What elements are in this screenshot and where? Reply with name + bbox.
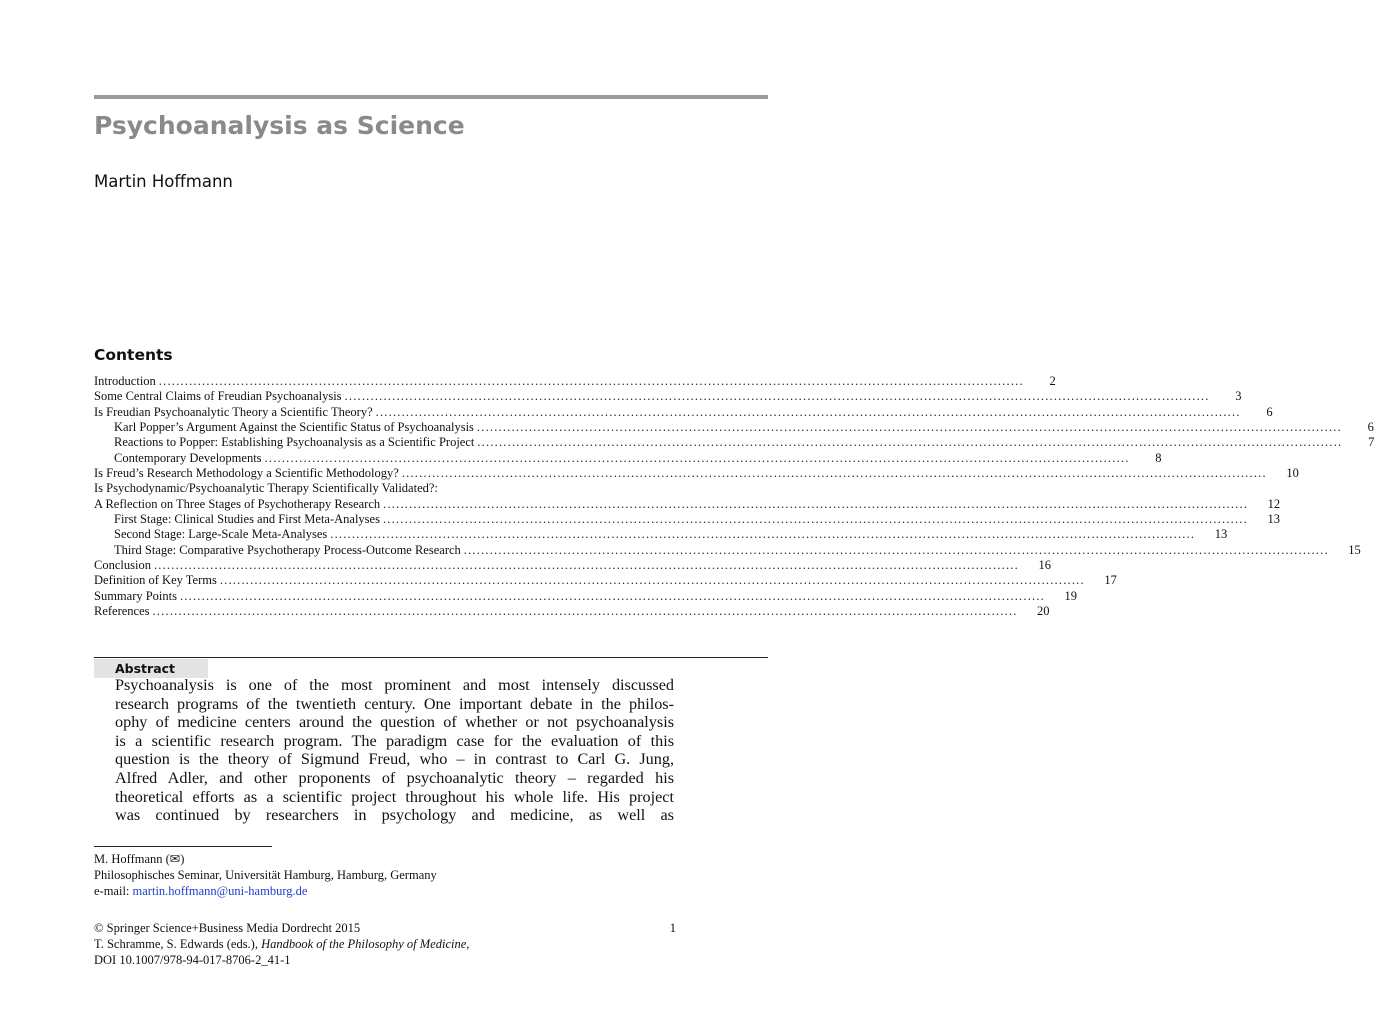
- toc-entry-page: 7: [1368, 435, 1374, 450]
- author-footnote: [94, 851, 437, 899]
- toc-leader-dots: ........................................................................................................................................................................................................: [375, 404, 1241, 419]
- toc-entry-title: Reactions to Popper: Establishing Psychoanalysis as a Scientific Project: [114, 435, 475, 450]
- toc-subentry[interactable]: [94, 512, 1280, 527]
- toc-entry-title: Second Stage: Large-Scale Meta-Analyses: [114, 527, 328, 542]
- abstract-line: was continued by researchers in psychology and medicine, as well as: [115, 806, 674, 825]
- contents-heading: Contents: [94, 346, 173, 364]
- toc-leader-dots: ........................................................................................................................................................................................................: [476, 420, 1342, 435]
- toc-entry-page: 19: [1064, 588, 1077, 603]
- toc-entry[interactable]: [94, 404, 1273, 420]
- toc-leader-dots: ........................................................................................................................................................................................................: [401, 466, 1267, 481]
- publication-info: [94, 920, 676, 968]
- toc-subentry[interactable]: [94, 527, 1228, 542]
- toc-entry-page: 3: [1235, 389, 1242, 404]
- page-number: 1: [669, 921, 676, 935]
- toc-leader-dots: ........................................................................................................................................................................................................: [477, 435, 1343, 450]
- toc-entry[interactable]: [94, 588, 1077, 604]
- toc-subentry[interactable]: [94, 435, 1374, 450]
- email-link[interactable]: martin.hoffmann@uni-hamburg.de: [132, 884, 308, 898]
- abstract-line: Alfred Adler, and other proponents of psychoanalytic theory – regarded his: [115, 768, 674, 787]
- toc-entry-title: Conclusion: [94, 558, 151, 573]
- toc-leader-dots: ........................................................................................................................................................................................................: [158, 374, 1024, 388]
- abstract-label: Abstract: [94, 659, 208, 678]
- toc-entry-page: 8: [1155, 450, 1162, 465]
- email-label: e-mail:: [94, 884, 133, 898]
- doi-line: DOI 10.1007/978-94-017-8706-2_41-1: [94, 953, 291, 967]
- toc-leader-dots: ........................................................................................................................................................................................................: [180, 588, 1045, 603]
- top-rule: [94, 95, 768, 99]
- toc-entry-title: Introduction: [94, 374, 156, 388]
- toc-subentry[interactable]: [94, 420, 1374, 435]
- toc-entry-page: 13: [1267, 512, 1280, 527]
- book-title: Handbook of the Philosophy of Medicine: [261, 937, 467, 951]
- toc-leader-dots: ........................................................................................................................................................................................................: [152, 604, 1018, 619]
- book-title-suffix: ,: [466, 937, 470, 951]
- toc-entry-title: Is Freud’s Research Methodology a Scientific Methodology?: [94, 466, 399, 481]
- table-of-contents: [94, 374, 1374, 620]
- abstract-line: ophy of medicine centers around the question of whether or not psychoanalysis: [115, 713, 674, 732]
- toc-entry-page: 6: [1266, 404, 1273, 419]
- toc-entry-title: Summary Points: [94, 588, 177, 603]
- toc-entry-page: 20: [1037, 604, 1050, 619]
- toc-entry-page: 10: [1286, 466, 1299, 481]
- toc-entry-title: Third Stage: Comparative Psychotherapy Process-Outcome Research: [114, 542, 461, 557]
- toc-entry-title: Definition of Key Terms: [94, 573, 217, 588]
- toc-entry-page: 16: [1038, 558, 1051, 573]
- abstract-line: is a scientific research program. The paradigm case for the evaluation of this: [115, 731, 674, 750]
- chapter-author: Martin Hoffmann: [94, 172, 233, 191]
- toc-leader-dots: ........................................................................................................................................................................................................: [153, 558, 1019, 573]
- toc-entry-page: 15: [1348, 542, 1361, 557]
- abstract-rule: [94, 657, 768, 658]
- toc-entry-title: First Stage: Clinical Studies and First Meta-Analyses: [114, 512, 380, 527]
- toc-leader-dots: ........................................................................................................................................................................................................: [463, 542, 1329, 557]
- toc-entry[interactable]: [94, 558, 1051, 573]
- toc-entry-title: Is Psychodynamic/Psychoanalytic Therapy Scientifically Validated?:: [94, 481, 438, 496]
- toc-entry-page: 13: [1214, 527, 1228, 542]
- toc-entry-page: 12: [1267, 496, 1281, 511]
- toc-leader-dots: ........................................................................................................................................................................................................: [330, 527, 1196, 542]
- toc-entry-first-line[interactable]: [94, 481, 676, 496]
- toc-entry-page: 6: [1367, 420, 1374, 435]
- footnote-email-line: [94, 883, 437, 899]
- toc-entry-title: Karl Popper’s Argument Against the Scientific Status of Psychoanalysis: [114, 420, 474, 435]
- toc-leader-dots: ........................................................................................................................................................................................................: [383, 496, 1249, 511]
- footnote-rule: [94, 846, 272, 847]
- editors: T. Schramme, S. Edwards (eds.),: [94, 937, 262, 951]
- toc-entry[interactable]: [94, 496, 1281, 512]
- copyright-line: © Springer Science+Business Media Dordrecht 2015: [94, 921, 361, 935]
- abstract-line: Psychoanalysis is one of the most prominent and most intensely discussed: [115, 676, 674, 694]
- abstract-line: research programs of the twentieth century. One important debate in the philos-: [115, 694, 674, 713]
- toc-entry-title: A Reflection on Three Stages of Psychotherapy Research: [94, 496, 381, 511]
- toc-entry-page: 17: [1104, 573, 1117, 588]
- abstract-text: [115, 676, 674, 825]
- citation-line: [94, 936, 676, 952]
- footnote-author-name: M. Hoffmann (✉): [94, 852, 185, 866]
- toc-entry[interactable]: [94, 573, 1117, 588]
- toc-entry-title: Is Freudian Psychoanalytic Theory a Scientific Theory?: [94, 404, 373, 419]
- toc-subentry[interactable]: [94, 450, 1162, 466]
- toc-entry[interactable]: [94, 374, 1056, 389]
- toc-entry[interactable]: [94, 389, 1242, 404]
- toc-entry-title: Some Central Claims of Freudian Psychoanalysis: [94, 389, 342, 404]
- abstract-line: question is the theory of Sigmund Freud, who – in contrast to Carl G. Jung,: [115, 750, 674, 769]
- toc-leader-dots: ........................................................................................................................................................................................................: [264, 450, 1130, 465]
- toc-entry-title: References: [94, 604, 150, 619]
- chapter-title: Psychoanalysis as Science: [94, 111, 465, 140]
- toc-subentry[interactable]: [94, 542, 1361, 558]
- footnote-affiliation: Philosophisches Seminar, Universität Hamburg, Hamburg, Germany: [94, 868, 437, 882]
- toc-leader-dots: ........................................................................................................................................................................................................: [344, 389, 1210, 404]
- toc-entry[interactable]: [94, 466, 1299, 481]
- toc-entry[interactable]: [94, 604, 1050, 619]
- toc-leader-dots: ........................................................................................................................................................................................................: [382, 512, 1248, 527]
- abstract-line: theoretical efforts as a scientific project throughout his whole life. His project: [115, 787, 674, 806]
- toc-entry-page: 2: [1049, 374, 1056, 388]
- toc-entry-title: Contemporary Developments: [114, 450, 262, 465]
- toc-leader-dots: ........................................................................................................................................................................................................: [219, 573, 1085, 588]
